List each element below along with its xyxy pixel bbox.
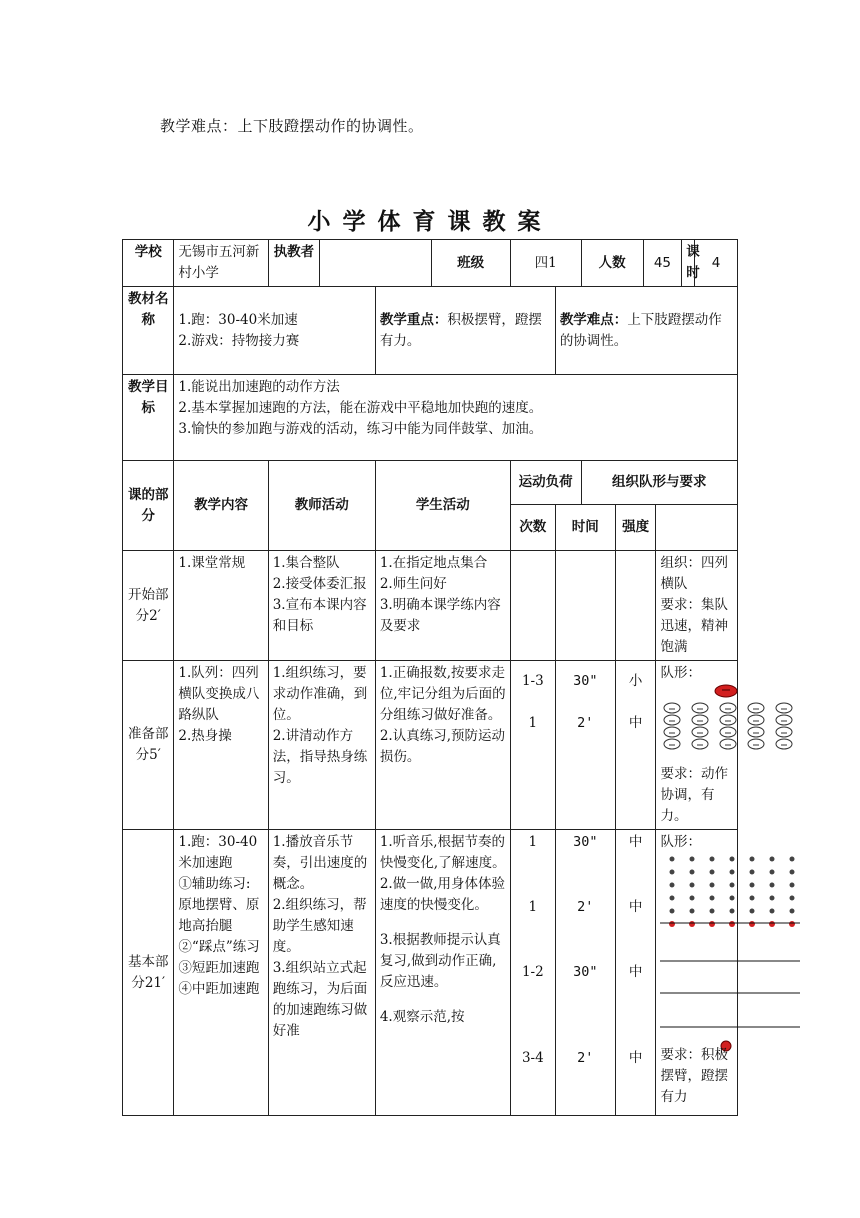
col-times-label: 次数 [510, 505, 555, 551]
teacher-line: 1.组织练习，要求动作准确，到位。 [272, 665, 368, 723]
section-prep-student [375, 661, 510, 830]
runner-dot [730, 857, 735, 862]
org-formation-title: 队形： [660, 834, 701, 850]
student-face [776, 715, 792, 725]
org-line: 组织：四列横队 [660, 555, 728, 592]
student-face [692, 739, 708, 749]
times-value: 1 [528, 834, 538, 850]
section-start-content [174, 551, 268, 661]
intensity-value: 中 [628, 899, 643, 915]
time-value: 30" [573, 834, 598, 850]
col-org-empty [656, 505, 738, 551]
difficulty-cell [555, 287, 737, 375]
page-title: 小学体育课教案 [307, 209, 553, 235]
runner-dot [750, 896, 755, 901]
teacher-value [320, 240, 431, 287]
col-org-label: 组织队形与要求 [581, 461, 737, 505]
teacher-line: 3.宣布本课内容和目标 [272, 597, 367, 634]
student-face [720, 739, 736, 749]
col-time-label: 时间 [555, 505, 615, 551]
runner-dot [750, 857, 755, 862]
material-label: 教材名称 [123, 287, 174, 375]
student-line: 2.做一做,用身体体验速度的快慢变化。 [379, 876, 505, 913]
col-intensity-label: 强度 [615, 505, 656, 551]
material-items [174, 287, 375, 375]
runner-dot [790, 857, 795, 862]
material-item: 1.跑：30-40米加速 [178, 311, 298, 328]
top-difficulty-note: 教学难点：上下肢蹬摆动作的协调性。 [160, 117, 424, 135]
runner-dot [710, 857, 715, 862]
section-row-start [123, 551, 738, 661]
goals-items [174, 375, 738, 461]
section-prep-intensity [615, 661, 656, 830]
teacher-label: 执教者 [268, 240, 319, 287]
lesson-value: 4 [695, 240, 738, 287]
formation-diagram-lanes [660, 853, 800, 1053]
student-face [692, 727, 708, 737]
student-face [664, 727, 680, 737]
section-prep-label: 准备部分5′ [123, 661, 174, 830]
runner-dot [770, 909, 775, 914]
teacher-line: 2.组织练习，帮助学生感知速度。 [272, 897, 367, 955]
runner-dot [770, 896, 775, 901]
runner-dot [790, 870, 795, 875]
runner-dot [670, 883, 675, 888]
difficulty-label: 教学难点： [559, 311, 628, 328]
section-basic-intensity [615, 830, 656, 1116]
col-section-label: 课的部分 [123, 461, 174, 551]
runner-dot-front [709, 921, 715, 927]
intensity-value: 中 [628, 834, 643, 850]
runner-dot-front [729, 921, 735, 927]
student-face [692, 703, 708, 713]
col-teacher-label: 教师活动 [268, 461, 375, 551]
section-prep-teacher [268, 661, 375, 830]
section-prep-org [656, 661, 738, 830]
times-value: 1 [528, 715, 538, 731]
school-value: 无锡市五河新村小学 [174, 240, 268, 287]
section-prep-content [174, 661, 268, 830]
teacher-line: 2.接受体委汇报 [272, 576, 367, 592]
count-value: 45 [643, 240, 682, 287]
student-line: 1.正确报数,按要求走位,牢记分组为后面的分组练习做好准备。 [379, 665, 506, 723]
section-start-time [555, 551, 615, 661]
teacher-line: 1.播放音乐节奏，引出速度的概念。 [272, 834, 368, 892]
student-line: 3.根据教师提示认真复习,做到动作正确,反应迅速。 [379, 932, 501, 990]
runner-dot [690, 870, 695, 875]
student-line: 4.观察示范,按 [379, 1009, 465, 1025]
header-row [123, 240, 738, 287]
section-basic-label: 基本部分21′ [123, 830, 174, 1116]
student-face [664, 739, 680, 749]
times-value: 3-4 [521, 1050, 544, 1066]
goals-row [123, 375, 738, 461]
section-start-student [375, 551, 510, 661]
section-prep-times [510, 661, 555, 830]
runner-dot [770, 883, 775, 888]
runner-dot [710, 896, 715, 901]
intensity-value: 小 [628, 673, 643, 689]
teacher-line: 3.组织站立式起跑练习，为后面的加速跑练习做好准 [272, 960, 368, 1039]
count-label: 人数 [581, 240, 643, 287]
student-face [664, 715, 680, 725]
student-faces-grid [664, 703, 792, 749]
content-line: ②“踩点”练习 [178, 939, 260, 955]
runner-dot [730, 883, 735, 888]
section-basic-teacher [268, 830, 375, 1116]
key-point-cell [375, 287, 555, 375]
runner-dot-front [769, 921, 775, 927]
student-line: 2.认真练习,预防运动损伤。 [379, 728, 505, 765]
runner-dot [690, 883, 695, 888]
student-face [720, 715, 736, 725]
content-line: 1.课堂常规 [178, 555, 246, 571]
runner-dot-front [789, 921, 795, 927]
runner-dot-front [669, 921, 675, 927]
student-face [776, 739, 792, 749]
teacher-line: 1.集合整队 [272, 555, 340, 571]
goal-item: 2.基本掌握加速跑的方法，能在游戏中平稳地加快跑的速度。 [178, 400, 543, 416]
col-content-label: 教学内容 [174, 461, 268, 551]
runner-dot [790, 883, 795, 888]
section-basic-org [656, 830, 738, 1116]
section-start-org [656, 551, 738, 661]
org-requirement: 要求：积极摆臂，蹬摆有力 [660, 1047, 728, 1105]
runner-dot [670, 870, 675, 875]
col-student-label: 学生活动 [375, 461, 510, 551]
runner-dot [670, 857, 675, 862]
school-label: 学校 [123, 240, 174, 287]
org-line: 要求：集队迅速，精神饱满 [660, 597, 728, 655]
section-prep-time [555, 661, 615, 830]
student-line: 3.明确本课学练内容及要求 [379, 597, 501, 634]
goals-label: 教学目标 [123, 375, 174, 461]
section-basic-times [510, 830, 555, 1116]
key-point-label: 教学重点： [379, 311, 448, 328]
student-face [748, 727, 764, 737]
runner-dot [670, 896, 675, 901]
student-line: 2.师生问好 [379, 576, 447, 592]
org-formation-title: 队形： [660, 665, 701, 681]
runner-dot [770, 870, 775, 875]
student-face [692, 715, 708, 725]
section-basic-time [555, 830, 615, 1116]
section-row-basic [123, 830, 738, 1116]
content-line: ④中距加速跑 [178, 981, 260, 997]
student-face [748, 739, 764, 749]
col-load-label: 运动负荷 [510, 461, 581, 505]
intensity-value: 中 [628, 1050, 643, 1066]
content-line: 1.队列：四列横队变换成八路纵队 [178, 665, 260, 723]
goal-item: 3.愉快的参加跑与游戏的活动，练习中能为同伴鼓掌、加油。 [178, 421, 543, 437]
teacher-line: 2.讲清动作方法，指导热身练习。 [272, 728, 368, 786]
class-value: 四1 [510, 240, 581, 287]
section-basic-student [375, 830, 510, 1116]
student-face [664, 703, 680, 713]
section-start-teacher [268, 551, 375, 661]
runner-dot-front [689, 921, 695, 927]
runner-dot [690, 909, 695, 914]
runner-dot [730, 896, 735, 901]
student-face [776, 727, 792, 737]
intensity-value: 中 [628, 715, 643, 731]
time-value: 30" [573, 964, 598, 980]
section-start-intensity [615, 551, 656, 661]
runner-dot [730, 870, 735, 875]
section-row-prep [123, 661, 738, 830]
section-basic-content [174, 830, 268, 1116]
content-line: ①辅助练习:原地摆臂、原地高抬腿 [178, 876, 260, 934]
class-label: 班级 [431, 240, 510, 287]
runner-dot [730, 909, 735, 914]
student-face [720, 703, 736, 713]
runner-dot [750, 883, 755, 888]
runner-dot [750, 909, 755, 914]
runner-dot [790, 896, 795, 901]
runner-dot [710, 909, 715, 914]
runner-dot-front [749, 921, 755, 927]
time-value: 2' [577, 1050, 594, 1066]
time-value: 2' [577, 715, 594, 731]
student-face [748, 703, 764, 713]
runner-dot [710, 870, 715, 875]
content-line: 2.热身操 [178, 728, 232, 744]
student-face [720, 727, 736, 737]
student-line: 1.在指定地点集合 [379, 555, 488, 571]
times-value: 1 [528, 899, 538, 915]
time-value: 2' [577, 899, 594, 915]
student-line: 1.听音乐,根据节奏的快慢变化,了解速度。 [379, 834, 506, 871]
lesson-label: 课时 [682, 240, 695, 287]
intensity-value: 中 [628, 964, 643, 980]
runner-dot [690, 896, 695, 901]
times-value: 1-2 [521, 964, 544, 980]
org-requirement: 要求：动作协调，有力。 [660, 766, 728, 824]
formation-diagram-four-rows [660, 684, 800, 764]
content-line: ③短距加速跑 [178, 960, 260, 976]
difficulty-value: 上下肢蹬摆动作的协调性。 [559, 311, 722, 349]
student-dots-grid [669, 857, 795, 928]
runner-dot [670, 909, 675, 914]
time-value: 30" [573, 673, 598, 689]
section-start-times [510, 551, 555, 661]
teacher-marker [715, 685, 737, 697]
runner-dot [690, 857, 695, 862]
lesson-plan-table [122, 239, 738, 1116]
column-header-row [123, 461, 738, 505]
runner-dot [750, 870, 755, 875]
material-item: 2.游戏：持物接力赛 [178, 332, 300, 349]
runner-dot [790, 909, 795, 914]
section-start-label: 开始部分2′ [123, 551, 174, 661]
student-face [776, 703, 792, 713]
key-point-value: 积极摆臂，蹬摆有力。 [379, 311, 542, 349]
student-face [748, 715, 764, 725]
times-value: 1-3 [521, 673, 544, 689]
runner-dot [770, 857, 775, 862]
content-line: 1.跑：30-40米加速跑 [178, 834, 258, 871]
goal-item: 1.能说出加速跑的动作方法 [178, 379, 340, 395]
material-row [123, 287, 738, 375]
runner-dot [710, 883, 715, 888]
